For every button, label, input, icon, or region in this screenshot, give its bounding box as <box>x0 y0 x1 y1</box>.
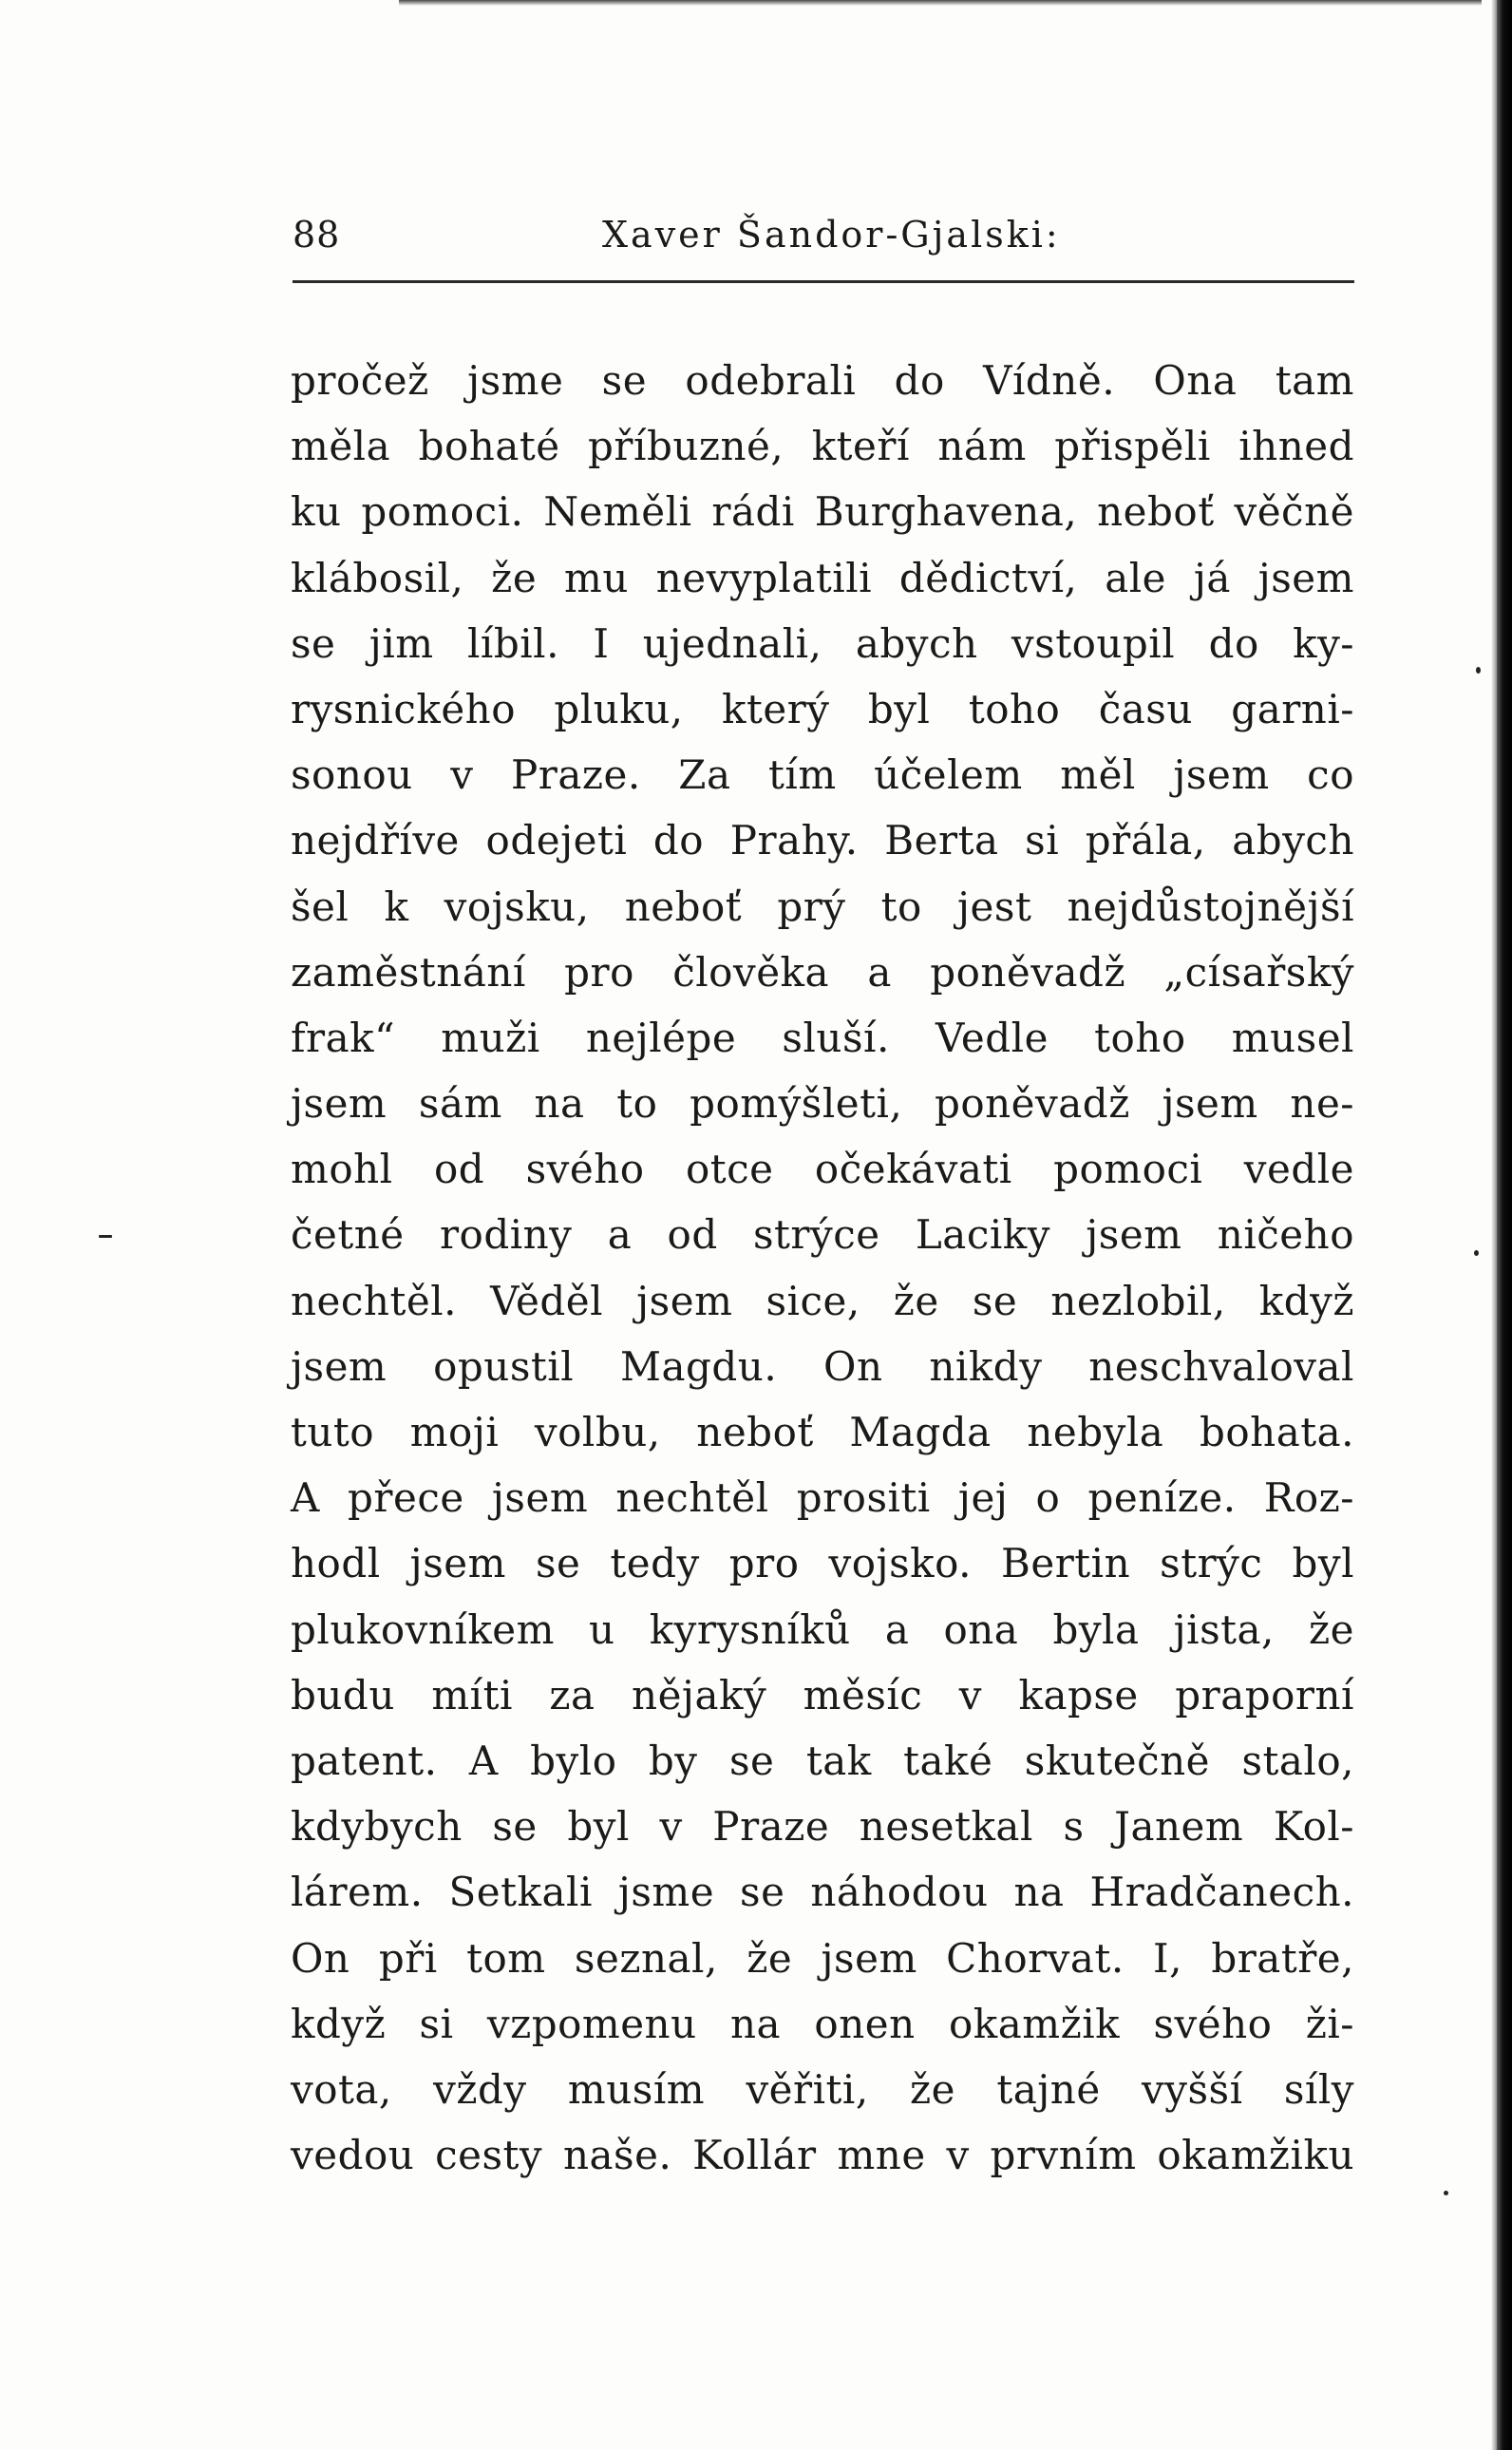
text-line: lárem. Setkali jsme se náhodou na Hradčanech. <box>291 1869 1354 1916</box>
text-line: se jim líbil. I ujednali, abych vstoupil do ky- <box>291 619 1354 667</box>
text-line: tuto moji volbu, neboť Magda nebyla bohata. <box>291 1409 1354 1455</box>
text-line: vedou cesty naše. Kollár mne v prvním okamžiku <box>291 2132 1354 2179</box>
text-line: kdybych se byl v Praze nesetkal s Janem Kol- <box>291 1803 1354 1851</box>
text-line: klábosil, že mu nevyplatili dědictví, ale já jsem <box>291 554 1354 601</box>
body-text <box>291 348 1354 2188</box>
scan-speck <box>1476 667 1481 674</box>
text-line: jsem opustil Magdu. On nikdy neschvaloval <box>291 1342 1354 1390</box>
scan-speck <box>1474 1250 1479 1256</box>
text-line: plukovníkem u kyrysníků a ona byla jista, že <box>291 1605 1354 1653</box>
text-line: ku pomoci. Neměli rádi Burghavena, neboť věčně <box>291 488 1354 536</box>
scan-top-edge <box>399 0 1482 6</box>
text-line: patent. A bylo by se tak také skutečně stalo, <box>291 1737 1354 1784</box>
running-head: Xaver Šandor-Gjalski: <box>602 214 1061 256</box>
text-line: nejdříve odejeti do Prahy. Berta si přála, abych <box>291 817 1354 864</box>
text-line: On při tom seznal, že jsem Chorvat. I, bratře, <box>291 1934 1354 1982</box>
page-header <box>293 214 1356 271</box>
text-line: nechtěl. Věděl jsem sice, že se nezlobil, když <box>291 1277 1354 1324</box>
text-line: A přece jsem nechtěl prositi jej o peníze. Roz- <box>291 1474 1354 1522</box>
text-line: když si vzpomenu na onen okamžik svého ži- <box>291 2000 1354 2047</box>
text-line: hodl jsem se tedy pro vojsko. Bertin strýc byl <box>291 1540 1354 1587</box>
text-line: četné rodiny a od strýce Laciky jsem ničeho <box>291 1211 1354 1259</box>
text-line: šel k vojsku, neboť prý to jest nejdůstojnější <box>291 883 1354 930</box>
text-line: vota, vždy musím věřiti, že tajné vyšší síly <box>291 2065 1354 2113</box>
header-rule <box>293 280 1354 283</box>
text-line: měla bohaté příbuzné, kteří nám přispěli ihned <box>291 423 1354 470</box>
text-line: frak“ muži nejlépe sluší. Vedle toho musel <box>291 1014 1354 1061</box>
scan-speck <box>1444 2191 1448 2195</box>
text-line: rysnického pluku, který byl toho času garni- <box>291 685 1354 732</box>
text-line: jsem sám na to pomýšleti, poněvadž jsem ne- <box>291 1080 1354 1128</box>
text-line: sonou v Praze. Za tím účelem měl jsem co <box>291 751 1354 799</box>
text-line: pročež jsme se odebrali do Vídně. Ona tam <box>291 357 1354 404</box>
page-number: 88 <box>293 214 341 256</box>
text-line: zaměstnání pro člověka a poněvadž „císařský <box>291 948 1354 996</box>
scan-right-edge <box>1497 0 1512 2450</box>
text-line: mohl od svého otce očekávati pomoci vedle <box>291 1146 1354 1193</box>
text-line: budu míti za nějaký měsíc v kapse praporní <box>291 1671 1354 1719</box>
scan-speck <box>99 1235 112 1238</box>
